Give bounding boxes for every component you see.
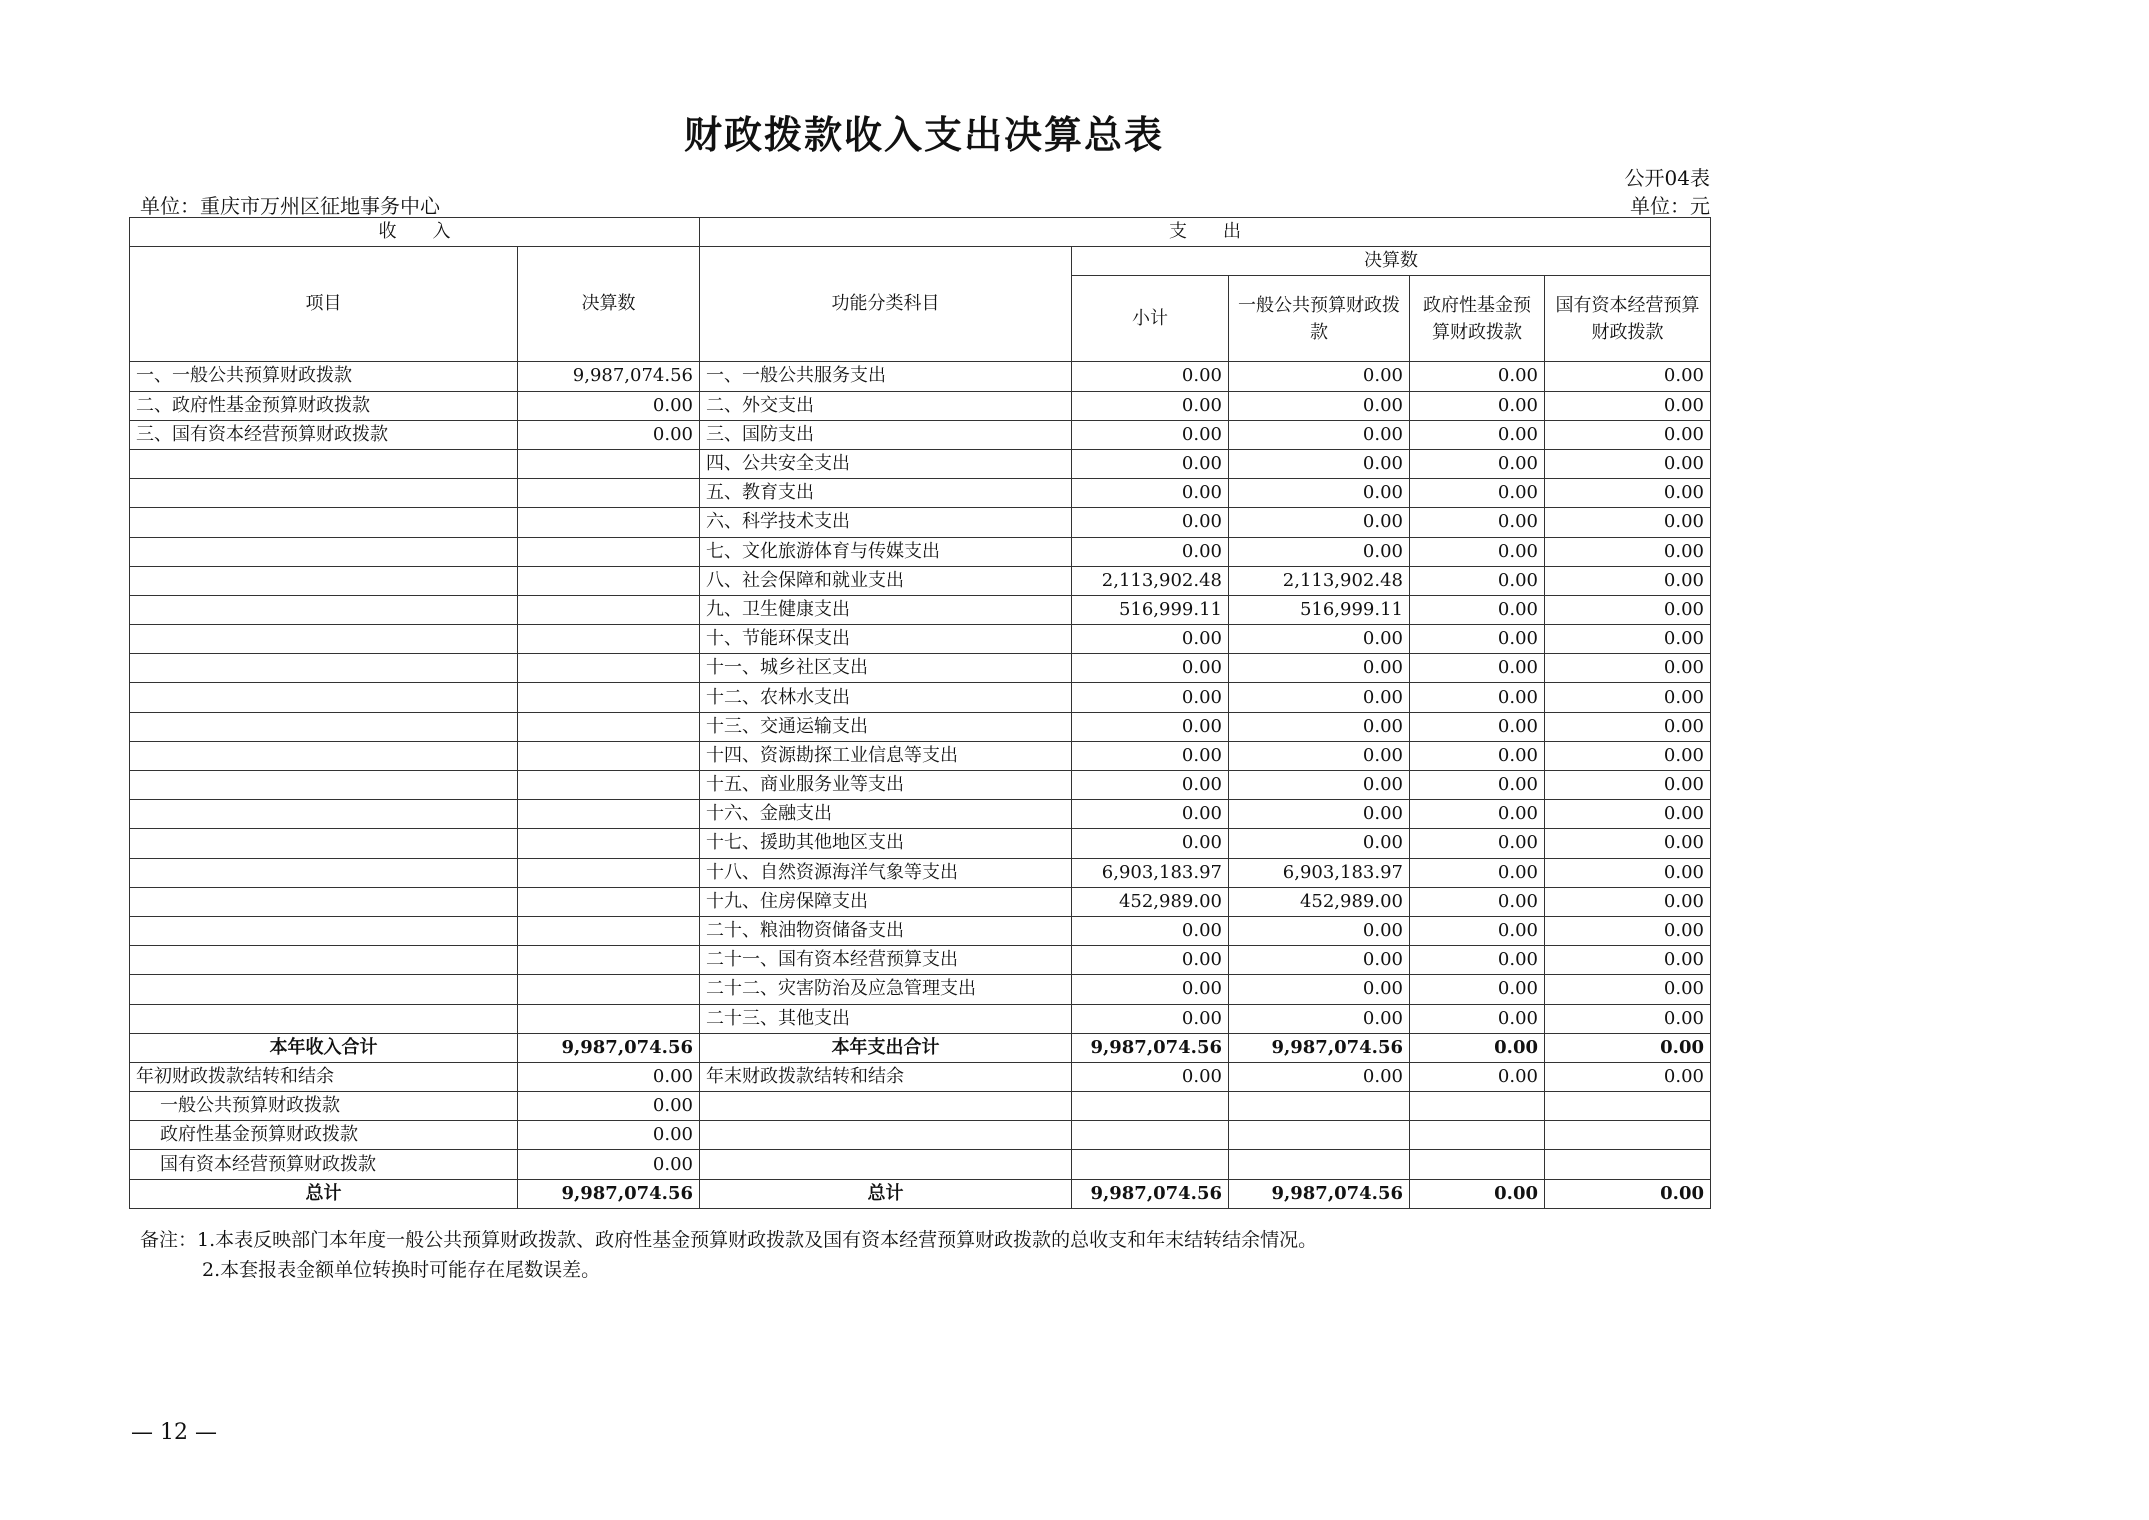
- subtotal-cell: 0.00: [1072, 391, 1229, 420]
- income-item-cell: 二、政府性基金预算财政拨款: [130, 391, 518, 420]
- expense-item-cell: 十九、住房保障支出: [700, 887, 1072, 916]
- income-item-cell: [130, 829, 518, 858]
- balance-sub-label: 政府性基金预算财政拨款: [130, 1121, 518, 1150]
- function-category-header: 功能分类科目: [700, 247, 1072, 362]
- expense-item-cell: 二、外交支出: [700, 391, 1072, 420]
- state-capital-cell: 0.00: [1545, 595, 1711, 624]
- subtotal-cell: 0.00: [1072, 946, 1229, 975]
- expense-item-cell: 二十、粮油物资储备支出: [700, 916, 1072, 945]
- gov-fund-cell: 0.00: [1410, 362, 1545, 391]
- table-row: [130, 858, 1711, 887]
- state-capital-cell: 0.00: [1545, 508, 1711, 537]
- state-capital-cell: 0.00: [1545, 362, 1711, 391]
- balance-row: [130, 1062, 1711, 1091]
- grand-gov-fund: 0.00: [1410, 1179, 1545, 1208]
- gov-fund-cell: 0.00: [1410, 420, 1545, 449]
- currency-unit: 单位：元: [1630, 194, 1710, 218]
- subtotal-cell: 0.00: [1072, 975, 1229, 1004]
- gov-fund-cell: 0.00: [1410, 625, 1545, 654]
- gov-fund-header: 政府性基金预算财政拨款: [1410, 276, 1545, 362]
- note-line-1: 备注：1.本表反映部门本年度一般公共预算财政拨款、政府性基金预算财政拨款及国有资本经营预算财政拨款的总收支和年末结转结余情况。: [140, 1229, 1318, 1251]
- expense-item-cell: 三、国防支出: [700, 420, 1072, 449]
- closing-gov-fund: 0.00: [1410, 1062, 1545, 1091]
- state-capital-cell: 0.00: [1545, 449, 1711, 478]
- state-capital-cell: 0.00: [1545, 654, 1711, 683]
- report-title: 财政拨款收入支出决算总表: [683, 113, 1164, 157]
- general-budget-cell: 0.00: [1229, 916, 1410, 945]
- income-amount-cell: [518, 683, 700, 712]
- income-amount-header: 决算数: [518, 247, 700, 362]
- gov-fund-cell: 0.00: [1410, 391, 1545, 420]
- income-item-cell: [130, 858, 518, 887]
- subtotal-cell: 0.00: [1072, 829, 1229, 858]
- closing-general: 0.00: [1229, 1062, 1410, 1091]
- table-body: [130, 362, 1711, 1033]
- subtotal-cell: 516,999.11: [1072, 595, 1229, 624]
- decision-header: 决算数: [1072, 247, 1711, 276]
- income-amount-cell: [518, 537, 700, 566]
- table-row: [130, 449, 1711, 478]
- expense-item-cell: 八、社会保障和就业支出: [700, 566, 1072, 595]
- income-amount-cell: 0.00: [518, 420, 700, 449]
- item-header: 项目: [130, 247, 518, 362]
- general-budget-cell: 0.00: [1229, 420, 1410, 449]
- expense-item-cell: 五、教育支出: [700, 479, 1072, 508]
- year-income-total-label: 本年收入合计: [130, 1033, 518, 1062]
- expense-item-cell: 二十一、国有资本经营预算支出: [700, 946, 1072, 975]
- gov-fund-cell: 0.00: [1410, 1004, 1545, 1033]
- income-item-cell: [130, 537, 518, 566]
- state-capital-cell: 0.00: [1545, 800, 1711, 829]
- income-amount-cell: [518, 1004, 700, 1033]
- expense-header: 支 出: [700, 218, 1711, 247]
- gov-fund-cell: 0.00: [1410, 946, 1545, 975]
- general-budget-cell: 0.00: [1229, 508, 1410, 537]
- income-amount-cell: [518, 595, 700, 624]
- income-amount-cell: [518, 479, 700, 508]
- general-budget-cell: 0.00: [1229, 771, 1410, 800]
- gov-fund-cell: 0.00: [1410, 683, 1545, 712]
- income-amount-cell: [518, 741, 700, 770]
- subtotal-cell: 0.00: [1072, 654, 1229, 683]
- closing-balance-label: 年末财政拨款结转和结余: [700, 1062, 1072, 1091]
- general-budget-header: 一般公共预算财政拨款: [1229, 276, 1410, 362]
- subtotal-cell: 0.00: [1072, 916, 1229, 945]
- state-capital-cell: 0.00: [1545, 420, 1711, 449]
- balance-sub-label: 国有资本经营预算财政拨款: [130, 1150, 518, 1179]
- gov-fund-cell: 0.00: [1410, 741, 1545, 770]
- gov-fund-cell: 0.00: [1410, 916, 1545, 945]
- expense-item-cell: 十、节能环保支出: [700, 625, 1072, 654]
- subtotal-cell: 0.00: [1072, 712, 1229, 741]
- balance-sub-row: [130, 1092, 1711, 1121]
- subtotal-cell: 0.00: [1072, 420, 1229, 449]
- table-row: [130, 829, 1711, 858]
- income-amount-cell: [518, 566, 700, 595]
- income-item-cell: [130, 654, 518, 683]
- grand-subtotal: 9,987,074.56: [1072, 1179, 1229, 1208]
- state-capital-cell: 0.00: [1545, 566, 1711, 595]
- income-item-cell: [130, 771, 518, 800]
- gov-fund-cell: 0.00: [1410, 566, 1545, 595]
- opening-balance: 0.00: [518, 1062, 700, 1091]
- income-amount-cell: [518, 887, 700, 916]
- income-item-cell: 一、一般公共预算财政拨款: [130, 362, 518, 391]
- general-budget-cell: 0.00: [1229, 800, 1410, 829]
- subtotal-cell: 0.00: [1072, 741, 1229, 770]
- table-row: [130, 741, 1711, 770]
- table-row: [130, 916, 1711, 945]
- income-item-cell: [130, 800, 518, 829]
- income-item-cell: 三、国有资本经营预算财政拨款: [130, 420, 518, 449]
- income-amount-cell: [518, 829, 700, 858]
- subtotal-cell: 0.00: [1072, 771, 1229, 800]
- balance-sub-amount: 0.00: [518, 1092, 700, 1121]
- expense-item-cell: 十二、农林水支出: [700, 683, 1072, 712]
- state-capital-cell: 0.00: [1545, 946, 1711, 975]
- year-income-total: 9,987,074.56: [518, 1033, 700, 1062]
- expense-item-cell: 二十三、其他支出: [700, 1004, 1072, 1033]
- income-amount-cell: [518, 916, 700, 945]
- state-capital-cell: 0.00: [1545, 829, 1711, 858]
- expense-item-cell: 六、科学技术支出: [700, 508, 1072, 537]
- gov-fund-cell: 0.00: [1410, 595, 1545, 624]
- general-budget-cell: 0.00: [1229, 449, 1410, 478]
- subtotal-cell: 2,113,902.48: [1072, 566, 1229, 595]
- table-row: [130, 654, 1711, 683]
- table-row: [130, 391, 1711, 420]
- subtotal-cell: 0.00: [1072, 508, 1229, 537]
- table-row: [130, 887, 1711, 916]
- general-budget-cell: 0.00: [1229, 741, 1410, 770]
- state-capital-cell: 0.00: [1545, 741, 1711, 770]
- table-row: [130, 800, 1711, 829]
- state-capital-cell: 0.00: [1545, 771, 1711, 800]
- income-item-cell: [130, 566, 518, 595]
- income-item-cell: [130, 975, 518, 1004]
- expense-item-cell: 二十二、灾害防治及应急管理支出: [700, 975, 1072, 1004]
- table-row: [130, 508, 1711, 537]
- year-general-total: 9,987,074.56: [1229, 1033, 1410, 1062]
- income-amount-cell: [518, 800, 700, 829]
- financial-table: [129, 217, 1711, 1209]
- state-capital-cell: 0.00: [1545, 391, 1711, 420]
- state-capital-cell: 0.00: [1545, 858, 1711, 887]
- income-item-cell: [130, 595, 518, 624]
- gov-fund-cell: 0.00: [1410, 449, 1545, 478]
- income-item-cell: [130, 508, 518, 537]
- subtotal-cell: 0.00: [1072, 479, 1229, 508]
- state-capital-cell: 0.00: [1545, 712, 1711, 741]
- state-capital-cell: 0.00: [1545, 479, 1711, 508]
- table-row: [130, 712, 1711, 741]
- general-budget-cell: 516,999.11: [1229, 595, 1410, 624]
- gov-fund-cell: 0.00: [1410, 887, 1545, 916]
- table-row: [130, 566, 1711, 595]
- income-amount-cell: [518, 449, 700, 478]
- general-budget-cell: 0.00: [1229, 391, 1410, 420]
- grand-total-row: [130, 1179, 1711, 1208]
- income-amount-cell: [518, 858, 700, 887]
- gov-fund-cell: 0.00: [1410, 712, 1545, 741]
- income-item-cell: [130, 479, 518, 508]
- subtotal-header: 小计: [1072, 276, 1229, 362]
- general-budget-cell: 0.00: [1229, 683, 1410, 712]
- year-total-row: [130, 1033, 1711, 1062]
- form-code: 公开04表: [1624, 166, 1710, 190]
- table-row: [130, 362, 1711, 391]
- table-row: [130, 420, 1711, 449]
- general-budget-cell: 2,113,902.48: [1229, 566, 1410, 595]
- gov-fund-cell: 0.00: [1410, 479, 1545, 508]
- subtotal-cell: 0.00: [1072, 1004, 1229, 1033]
- income-amount-cell: [518, 712, 700, 741]
- income-amount-cell: [518, 975, 700, 1004]
- unit-name: 单位：重庆市万州区征地事务中心: [140, 194, 440, 218]
- general-budget-cell: 0.00: [1229, 537, 1410, 566]
- table-row: [130, 946, 1711, 975]
- income-amount-cell: 0.00: [518, 391, 700, 420]
- income-amount-cell: [518, 508, 700, 537]
- table-row: [130, 975, 1711, 1004]
- subtotal-cell: 6,903,183.97: [1072, 858, 1229, 887]
- income-item-cell: [130, 916, 518, 945]
- expense-item-cell: 十三、交通运输支出: [700, 712, 1072, 741]
- balance-sub-amount: 0.00: [518, 1150, 700, 1179]
- income-amount-cell: [518, 625, 700, 654]
- general-budget-cell: 0.00: [1229, 1004, 1410, 1033]
- general-budget-cell: 0.00: [1229, 829, 1410, 858]
- grand-income-total: 9,987,074.56: [518, 1179, 700, 1208]
- income-amount-cell: [518, 654, 700, 683]
- balance-sub-label: 一般公共预算财政拨款: [130, 1092, 518, 1121]
- grand-state-capital: 0.00: [1545, 1179, 1711, 1208]
- subtotal-cell: 0.00: [1072, 449, 1229, 478]
- closing-subtotal: 0.00: [1072, 1062, 1229, 1091]
- year-state-capital-total: 0.00: [1545, 1033, 1711, 1062]
- gov-fund-cell: 0.00: [1410, 508, 1545, 537]
- table-row: [130, 1004, 1711, 1033]
- note-line-2: 2.本套报表金额单位转换时可能存在尾数误差。: [202, 1259, 601, 1281]
- gov-fund-cell: 0.00: [1410, 858, 1545, 887]
- expense-item-cell: 十六、金融支出: [700, 800, 1072, 829]
- state-capital-cell: 0.00: [1545, 625, 1711, 654]
- income-item-cell: [130, 741, 518, 770]
- table-row: [130, 771, 1711, 800]
- gov-fund-cell: 0.00: [1410, 829, 1545, 858]
- table-row: [130, 683, 1711, 712]
- gov-fund-cell: 0.00: [1410, 771, 1545, 800]
- expense-item-cell: 七、文化旅游体育与传媒支出: [700, 537, 1072, 566]
- notes: [140, 1225, 1317, 1285]
- subtotal-cell: 0.00: [1072, 362, 1229, 391]
- expense-item-cell: 十五、商业服务业等支出: [700, 771, 1072, 800]
- state-capital-header: 国有资本经营预算财政拨款: [1545, 276, 1711, 362]
- balance-sub-amount: 0.00: [518, 1121, 700, 1150]
- expense-item-cell: 十七、援助其他地区支出: [700, 829, 1072, 858]
- income-item-cell: [130, 946, 518, 975]
- expense-item-cell: 九、卫生健康支出: [700, 595, 1072, 624]
- subtotal-cell: 0.00: [1072, 683, 1229, 712]
- state-capital-cell: 0.00: [1545, 887, 1711, 916]
- general-budget-cell: 0.00: [1229, 975, 1410, 1004]
- grand-expense-label: 总计: [700, 1179, 1072, 1208]
- gov-fund-cell: 0.00: [1410, 975, 1545, 1004]
- closing-state-capital: 0.00: [1545, 1062, 1711, 1091]
- grand-general: 9,987,074.56: [1229, 1179, 1410, 1208]
- year-expense-total-label: 本年支出合计: [700, 1033, 1072, 1062]
- general-budget-cell: 0.00: [1229, 625, 1410, 654]
- grand-income-label: 总计: [130, 1179, 518, 1208]
- general-budget-cell: 0.00: [1229, 654, 1410, 683]
- year-gov-fund-total: 0.00: [1410, 1033, 1545, 1062]
- expense-item-cell: 十八、自然资源海洋气象等支出: [700, 858, 1072, 887]
- table-row: [130, 595, 1711, 624]
- state-capital-cell: 0.00: [1545, 916, 1711, 945]
- general-budget-cell: 0.00: [1229, 362, 1410, 391]
- state-capital-cell: 0.00: [1545, 975, 1711, 1004]
- income-amount-cell: 9,987,074.56: [518, 362, 700, 391]
- table-row: [130, 537, 1711, 566]
- income-item-cell: [130, 449, 518, 478]
- expense-item-cell: 一、一般公共服务支出: [700, 362, 1072, 391]
- income-amount-cell: [518, 946, 700, 975]
- gov-fund-cell: 0.00: [1410, 654, 1545, 683]
- subtotal-cell: 0.00: [1072, 625, 1229, 654]
- subtotal-cell: 452,989.00: [1072, 887, 1229, 916]
- state-capital-cell: 0.00: [1545, 537, 1711, 566]
- balance-sub-row: [130, 1150, 1711, 1179]
- table-row: [130, 625, 1711, 654]
- gov-fund-cell: 0.00: [1410, 537, 1545, 566]
- page-number: — 12 —: [131, 1420, 217, 1445]
- general-budget-cell: 0.00: [1229, 946, 1410, 975]
- subtotal-cell: 0.00: [1072, 800, 1229, 829]
- gov-fund-cell: 0.00: [1410, 800, 1545, 829]
- state-capital-cell: 0.00: [1545, 683, 1711, 712]
- subtotal-cell: 0.00: [1072, 537, 1229, 566]
- opening-balance-label: 年初财政拨款结转和结余: [130, 1062, 518, 1091]
- expense-item-cell: 十一、城乡社区支出: [700, 654, 1072, 683]
- general-budget-cell: 6,903,183.97: [1229, 858, 1410, 887]
- income-header: 收 入: [130, 218, 700, 247]
- income-amount-cell: [518, 771, 700, 800]
- state-capital-cell: 0.00: [1545, 1004, 1711, 1033]
- general-budget-cell: 0.00: [1229, 479, 1410, 508]
- income-item-cell: [130, 625, 518, 654]
- income-item-cell: [130, 712, 518, 741]
- general-budget-cell: 452,989.00: [1229, 887, 1410, 916]
- expense-item-cell: 十四、资源勘探工业信息等支出: [700, 741, 1072, 770]
- general-budget-cell: 0.00: [1229, 712, 1410, 741]
- table-row: [130, 479, 1711, 508]
- expense-item-cell: 四、公共安全支出: [700, 449, 1072, 478]
- income-item-cell: [130, 1004, 518, 1033]
- income-item-cell: [130, 887, 518, 916]
- balance-sub-row: [130, 1121, 1711, 1150]
- income-item-cell: [130, 683, 518, 712]
- year-subtotal-total: 9,987,074.56: [1072, 1033, 1229, 1062]
